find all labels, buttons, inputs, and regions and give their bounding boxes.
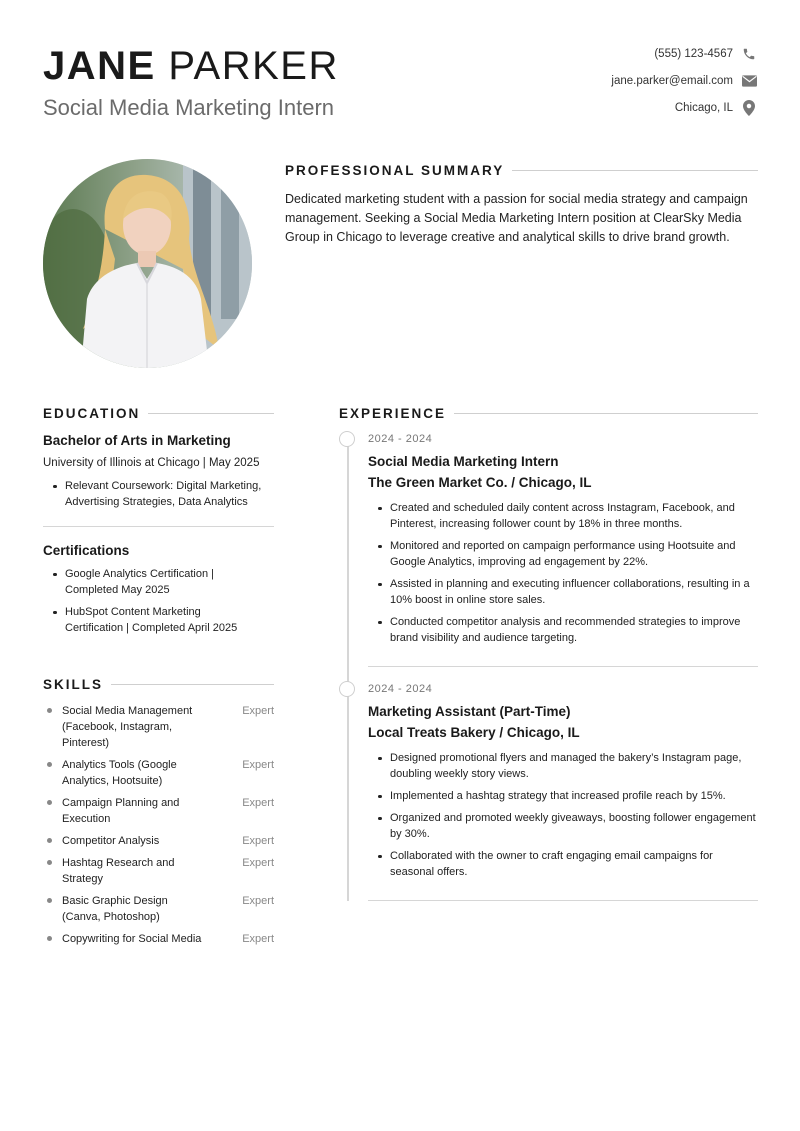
list-item: Relevant Coursework: Digital Marketing, Advertising Strategies, Data Analytics [51,478,276,510]
timeline-dot [339,681,355,697]
list-item: Conducted competitor analysis and recommended strategies to improve brand visibility and audience targeting. [376,614,758,646]
timeline-dot [339,431,355,447]
skill-name: Analytics Tools (Google Analytics, Hootsuite) [43,757,203,789]
list-item: Created and scheduled daily content across Instagram, Facebook, and Pinterest, increasing follower count by 18% in three months. [376,500,758,532]
list-item: Implemented a hashtag strategy that increased profile reach by 15%. [376,788,758,804]
contact-info [611,40,757,121]
certifications-heading: Certifications [43,543,130,558]
skill-item [43,855,274,887]
job-title: Marketing Assistant (Part-Time) [368,704,571,719]
first-name: JANE [43,44,156,88]
list-item: Assisted in planning and executing influencer collaborations, resulting in a 10% boost in online store sales. [376,576,758,608]
envelope-icon [741,73,757,89]
skill-item [43,703,274,751]
skill-item [43,931,274,947]
list-item: Designed promotional flyers and managed the bakery’s Instagram page, doubling weekly story views. [376,750,758,782]
job-title: Social Media Marketing Intern [368,454,559,469]
divider [43,526,274,527]
experience-heading-label: EXPERIENCE [339,406,447,421]
education-heading [43,406,274,421]
profile-photo [43,159,252,368]
skill-level: Expert [242,705,274,717]
degree: Bachelor of Arts in Marketing [43,433,231,448]
contact-phone [611,40,757,67]
divider [368,900,758,901]
email-text[interactable]: jane.parker@email.com [611,74,733,87]
job-bullets [376,500,758,652]
skill-level: Expert [242,835,274,847]
location-text: Chicago, IL [674,101,733,114]
skill-item [43,757,274,789]
list-item: Collaborated with the owner to craft engaging email campaigns for seasonal offers. [376,848,758,880]
job-company: Local Treats Bakery / Chicago, IL [368,725,580,740]
skill-item [43,795,274,827]
skill-item [43,833,274,849]
divider [368,666,758,667]
last-name: PARKER [168,44,339,88]
school: University of Illinois at Chicago | May 2025 [43,457,260,469]
phone-text: (555) 123-4567 [654,47,733,60]
job-bullets [376,750,758,886]
summary-text: Dedicated marketing student with a passion for social media strategy and campaign management. Seeking a Social Media Marketing Intern position at ClearSky Media Group in Chicago to leverage creative and analytical skills to drive brand growth. [285,192,748,244]
education-details [51,478,276,516]
skills-heading-label: SKILLS [43,677,104,692]
summary-heading [285,163,758,178]
contact-location [611,94,757,121]
skills-list [43,703,274,953]
education-heading-label: EDUCATION [43,406,141,421]
skill-item [43,893,274,925]
list-item: Monitored and reported on campaign performance using Hootsuite and Google Analytics, improving ad engagement by 22%. [376,538,758,570]
job-dates: 2024 - 2024 [368,433,433,445]
certifications-list [51,566,251,642]
skill-name: Copywriting for Social Media [43,931,203,947]
skill-name: Hashtag Research and Strategy [43,855,203,887]
timeline-line [347,446,349,901]
phone-icon [741,46,757,62]
list-item: Organized and promoted weekly giveaways, boosting follower engagement by 30%. [376,810,758,842]
skill-level: Expert [242,933,274,945]
skill-name: Social Media Management (Facebook, Instagram, Pinterest) [43,703,203,751]
skill-level: Expert [242,797,274,809]
list-item: HubSpot Content Marketing Certification | Completed April 2025 [51,604,251,636]
job-title-heading: Social Media Marketing Intern [43,95,335,120]
job-dates: 2024 - 2024 [368,683,433,695]
candidate-name [43,44,339,88]
skill-name: Campaign Planning and Execution [43,795,203,827]
skill-level: Expert [242,759,274,771]
experience-heading [339,406,758,421]
skill-level: Expert [242,857,274,869]
list-item: Google Analytics Certification | Completed May 2025 [51,566,251,598]
skill-name: Basic Graphic Design (Canva, Photoshop) [43,893,203,925]
contact-email [611,67,757,94]
skills-heading [43,677,274,692]
skill-level: Expert [242,895,274,907]
summary-heading-label: PROFESSIONAL SUMMARY [285,163,505,178]
map-pin-icon [741,100,757,116]
skill-name: Competitor Analysis [43,833,203,849]
job-company: The Green Market Co. / Chicago, IL [368,475,592,490]
